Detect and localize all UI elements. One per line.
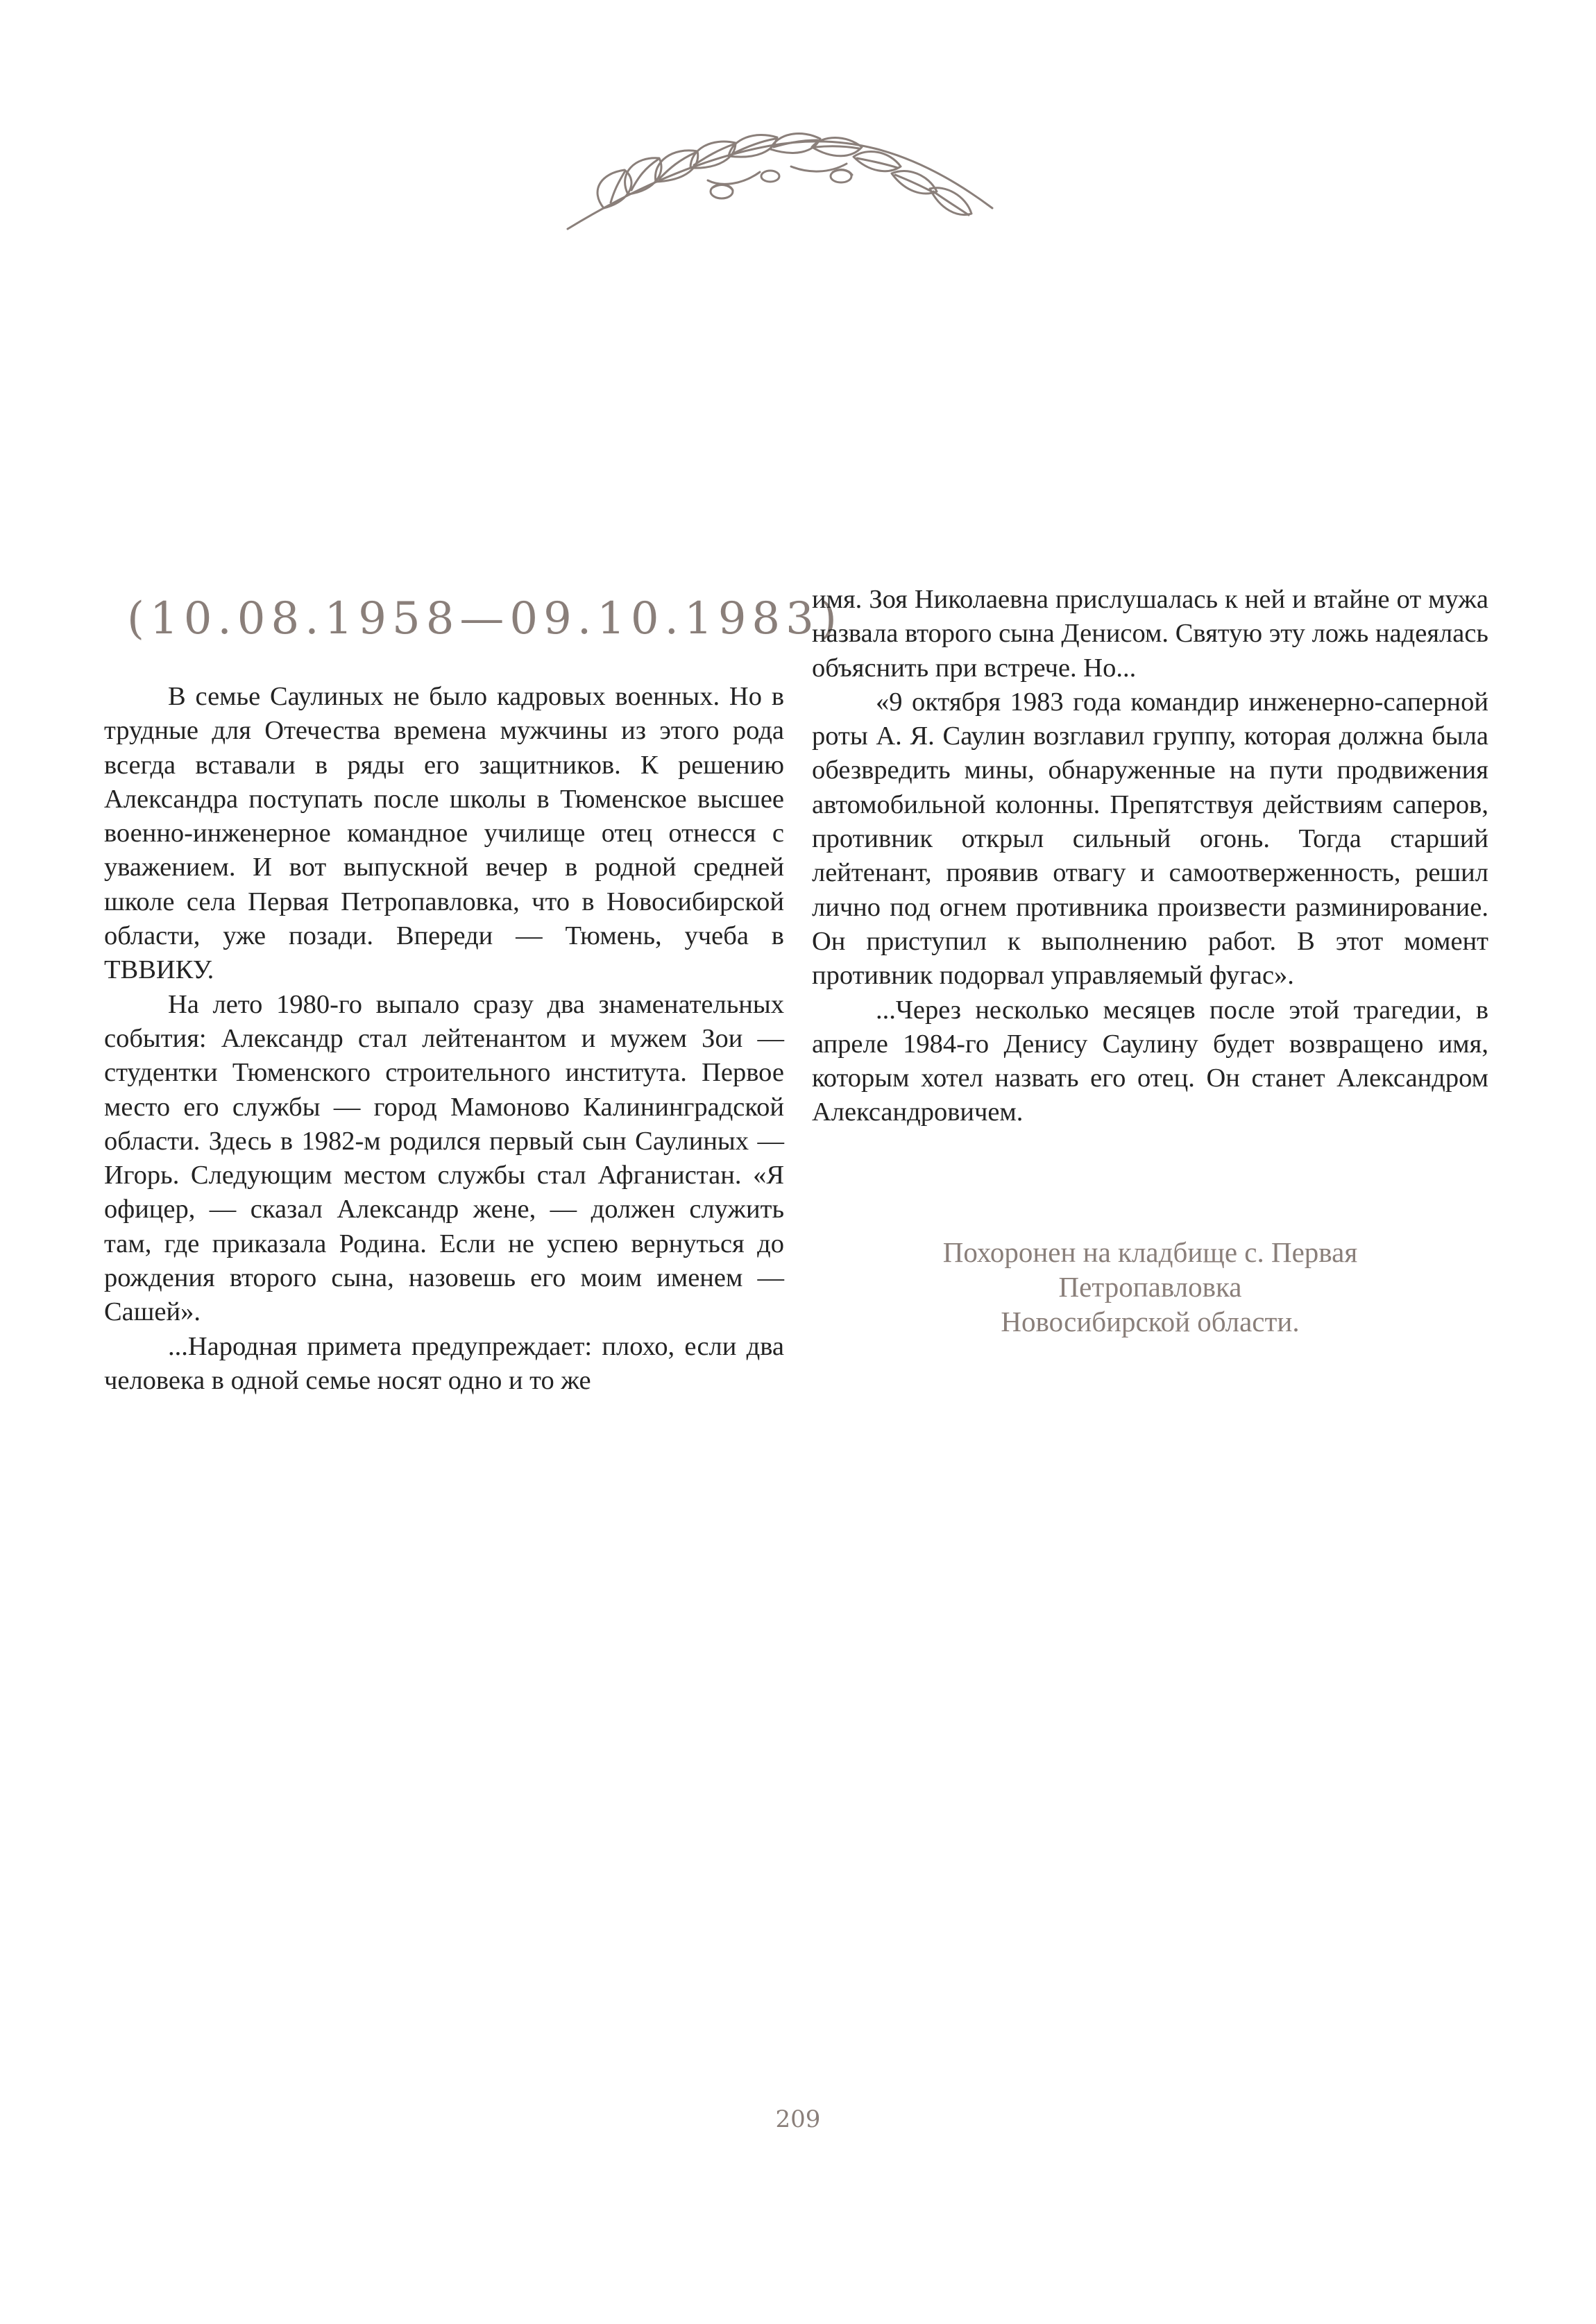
paragraph: На лето 1980-го выпало сразу два знаменательных события: Александр стал лейтенантом и мужем Зои — студентки Тюменского строительного института. Первое место его службы — город Мамоново Калининградской области. Здесь в 1982-м родился первый сын Саулиных — Игорь. Следующим местом службы стал Афганистан. «Я офицер, — сказал Александр жене, — должен служить там, где приказала Родина. Если не успею вернуться до рождения второго сына, назовешь его моим именем — Сашей». [104, 989, 784, 1327]
burial-note [812, 1235, 1488, 1339]
burial-note-line: Похоронен на кладбище с. Первая [942, 1236, 1358, 1268]
life-dates-heading: (10.08.1958—09.10.1983) [127, 593, 842, 644]
paragraph: «9 октября 1983 года командир инженерно-саперной роты А. Я. Саулин возглавил группу, которая должна была обезвредить мины, обнаруженные на пути продвижения автомобильной колонны. Препятствуя действиям саперов, противник открыл сильный огонь. Тогда старший лейтенант, проявив отвагу и самоотверженность, решил лично под огнем противника произвести разминирование. Он приступил к выполнению работ. В этот момент противник подорвал управляемый фугас». [812, 687, 1488, 991]
paragraph-continuation: имя. Зоя Николаевна прислушалась к ней и втайне от мужа назвала второго сына Денисом. Святую эту ложь надеялась объяснить при встрече. Но... [812, 585, 1488, 683]
page-number: 209 [775, 2105, 821, 2133]
paragraph: В семье Саулиных не было кадровых военных. Но в трудные для Отечества времена мужчины из этого рода всегда вставали в ряды его защитников. К решению Александра поступать после школы в Тюменское высшее военно-инженерное командное училище отец отнесся с уважением. И вот выпускной вечер в родной средней школе села Первая Петропавловка, что в Новосибирской области, уже позади. Впереди — Тюмень, учеба в ТВВИКУ. [104, 682, 784, 985]
paragraph: ...Народная примета предупреждает: плохо, если два человека в одной семье носят одно и то же [104, 1331, 784, 1395]
oak-branch-icon [562, 118, 1006, 243]
burial-note-line: Петропавловка [1058, 1271, 1242, 1303]
left-text-column [104, 680, 784, 1398]
paragraph: ...Через несколько месяцев после этой трагедии, в апреле 1984-го Денису Саулину будет возвращено имя, которым хотел назвать его отец. Он станет Александром Александровичем. [812, 995, 1488, 1127]
burial-note-line: Новосибирской области. [1001, 1306, 1300, 1338]
right-text-column [812, 583, 1488, 1130]
